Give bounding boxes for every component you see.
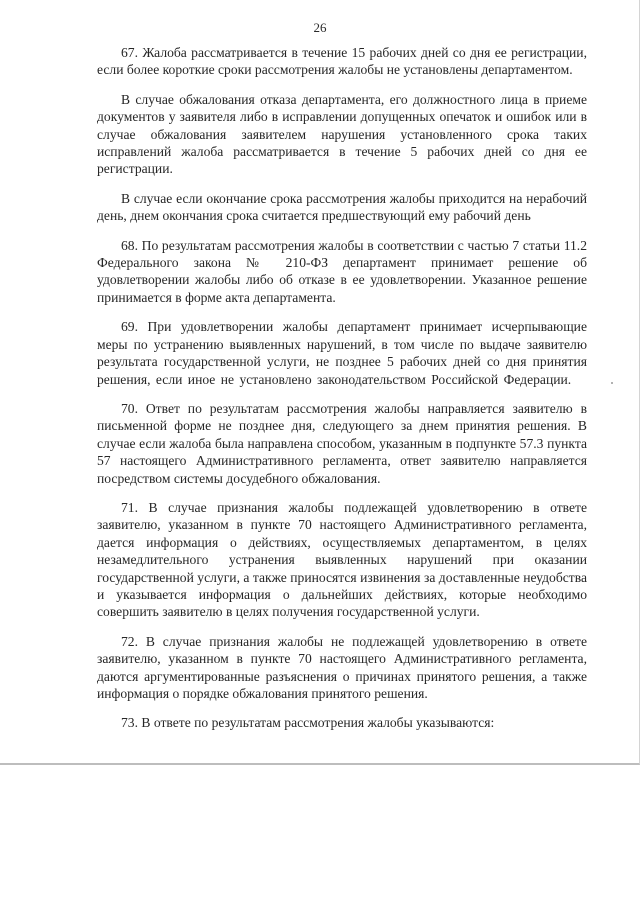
paragraph-70: 70. Ответ по результатам рассмотрения жалобы направляется заявителю в письменной форме не позднее дня, следующего за днем принятия решения. В случае если жалоба была направлена способом, указанным в подпункте 57.3 пункта 57 настоящего Административного регламента, ответ заявителю направляется посредством системы досудебного обжалования. [97,400,587,486]
paragraph-67-nonworking-day: В случае если окончание срока рассмотрения жалобы приходится на нерабочий день, днем окончания срока считается предшествующий ему рабочий день [97,190,587,224]
scan-speck [611,382,613,384]
paragraph-68: 68. По результатам рассмотрения жалобы в соответствии с частью 7 статьи 11.2 Федерального закона № 210-ФЗ департамент принимает решение об удовлетворении жалобы либо об отказе в ее удовлетворении. Указанное решение принимается в форме акта департамента. [97,237,587,305]
paragraph-72: 72. В случае признания жалобы не подлежащей удовлетворению в ответе заявителю, указанном в пункте 70 настоящего Административного регламента, даются аргументированные разъяснения о причинах принятого решения, а также информация о порядке обжалования принятого решения. [97,633,587,701]
paragraph-71: 71. В случае признания жалобы подлежащей удовлетворению в ответе заявителю, указанном в пункте 70 настоящего Административного регламента, дается информация о действиях, осуществляемых департаментом, в целях незамедлительного устранения выявленных нарушений при оказании государственной услуги, а также приносятся извинения за доставленные неудобства и указывается информация о дальнейших действиях, которые необходимо совершить заявителю в целях получения государственной услуги. [97,499,587,620]
paragraph-67-appeal-refusal: В случае обжалования отказа департамента, его должностного лица в приеме документов у заявителя либо в исправлении допущенных опечаток и ошибок или в случае обжалования заявителем нарушения установленного срока таких исправлений жалоба рассматривается в течение 5 рабочих дней со дня ее регистрации. [97,91,587,177]
paragraph-69: 69. При удовлетворении жалобы департамент принимает исчерпывающие меры по устранению выявленных нарушений, в том числе по выдаче заявителю результата государственной услуги, не позднее 5 рабочих дней со дня принятия решения, если иное не установлено законодательством Российской Федерации. [97,319,587,387]
document-body [97,44,587,744]
paragraph-73: 73. В ответе по результатам рассмотрения жалобы указываются: [121,715,495,731]
paragraph-67: 67. Жалоба рассматривается в течение 15 рабочих дней со дня ее регистрации, если более короткие сроки рассмотрения жалобы не установлены департаментом. [97,45,587,78]
page-number: 26 [313,20,327,35]
